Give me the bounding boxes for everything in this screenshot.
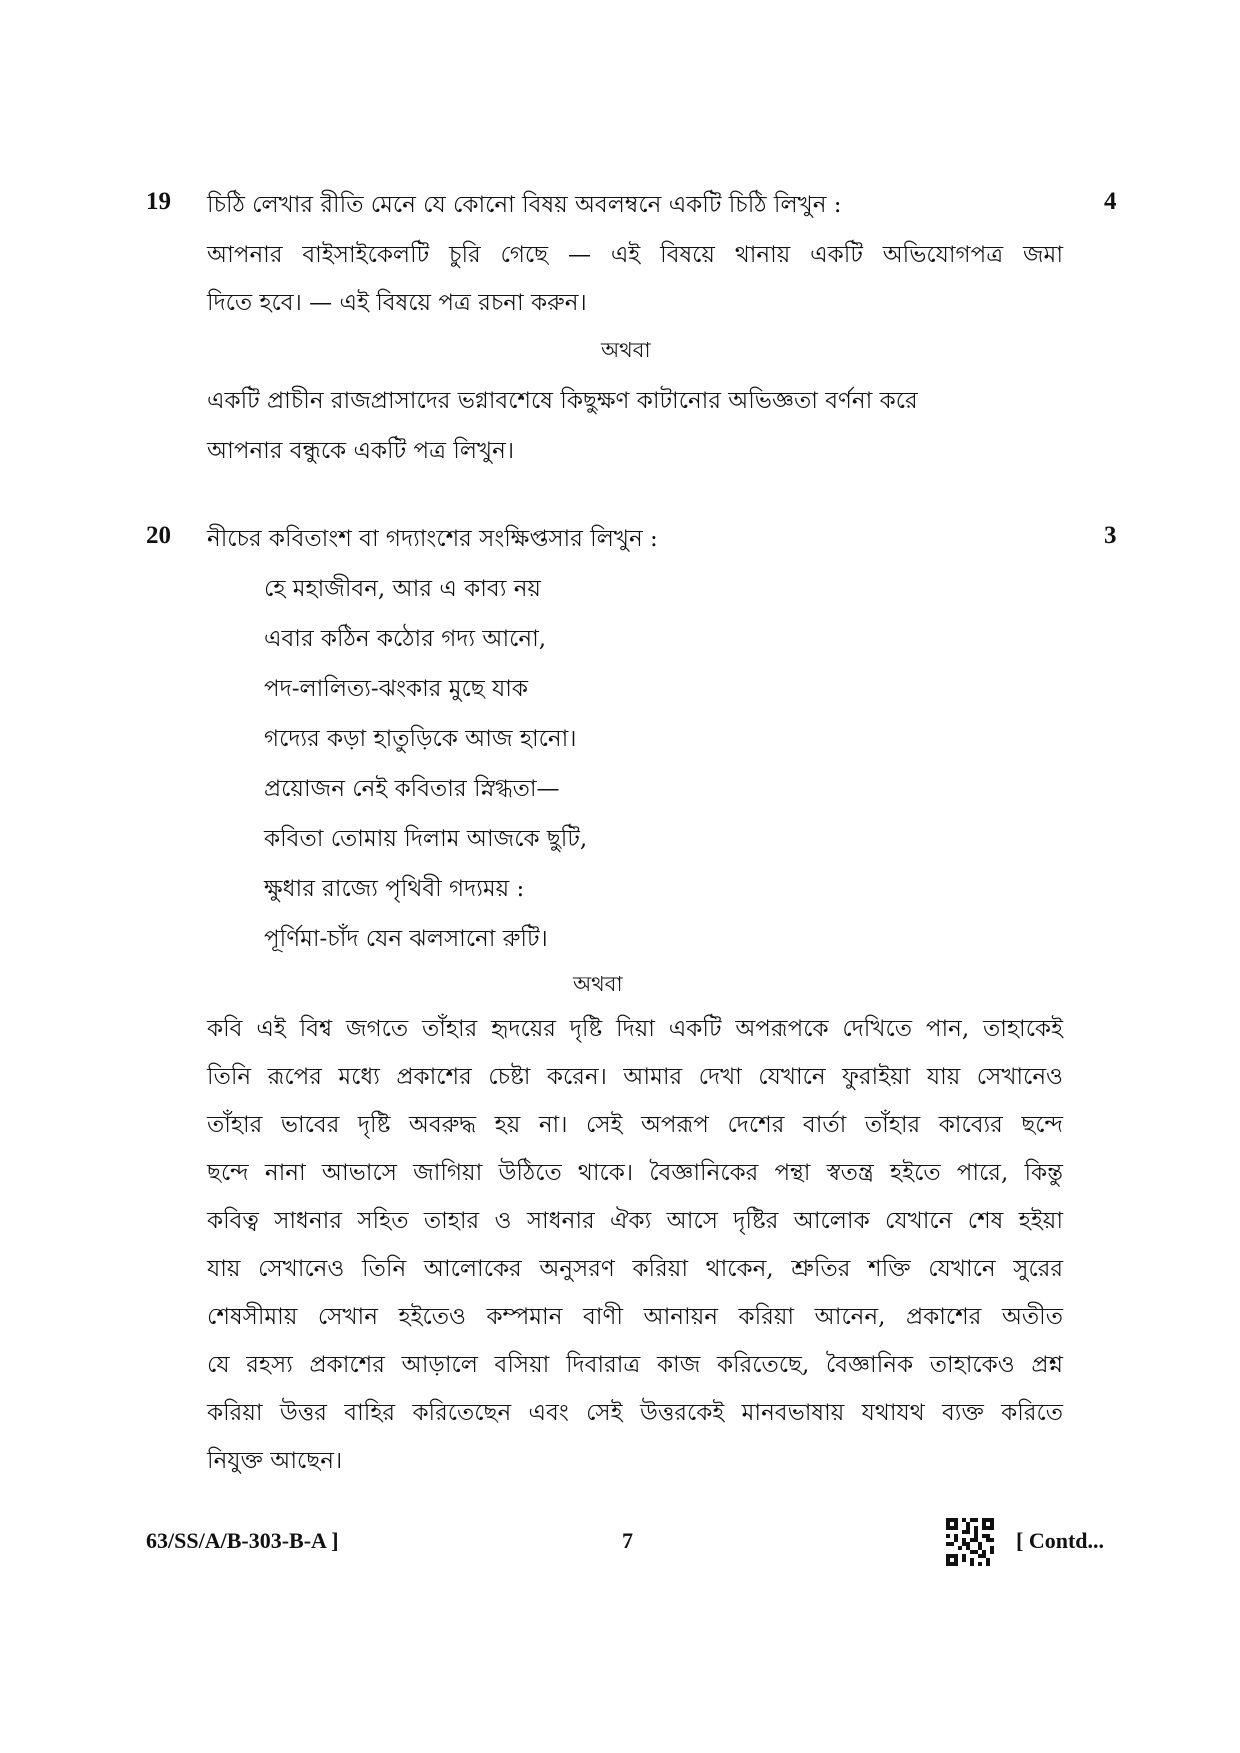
qr-code-icon: [946, 1518, 994, 1566]
question-19-option2-line: একটি প্রাচীন রাজপ্রাসাদের ভগ্নাবশেষে কিছুক্ষণ কাটানোর অভিজ্ঞতা বর্ণনা করে: [207, 388, 918, 414]
question-19-instruction: চিঠি লেখার রীতি মেনে যে কোনো বিষয় অবলম্বনে একটি চিঠি লিখুন :: [207, 192, 842, 218]
poem-line: হে মহাজীবন, আর এ কাব্য নয়: [264, 576, 541, 602]
prose-line: তাঁহার ভাবের দৃষ্টি অবরুদ্ধ হয় না। সেই অপরূপ দেশের বার্তা তাঁহার কাব্যের ছন্দে: [207, 1112, 1063, 1138]
poem-line: এবার কঠিন কঠোর গদ্য আনো,: [264, 626, 547, 652]
poem-line: ক্ষুধার রাজ্যে পৃথিবী গদ্যময় :: [264, 876, 525, 902]
question-19-option1-line: দিতে হবে। — এই বিষয়ে পত্র রচনা করুন।: [207, 290, 587, 316]
prose-line: তিনি রূপের মধ্যে প্রকাশের চেষ্টা করেন। আমার দেখা যেখানে ফুরাইয়া যায় সেখানেও: [207, 1064, 1063, 1090]
poem-line: পূর্ণিমা-চাঁদ যেন ঝলসানো রুটি।: [264, 926, 548, 952]
prose-line: যে রহস্য প্রকাশের আড়ালে বসিয়া দিবারাত্র কাজ করিতেছে, বৈজ্ঞানিক তাহাকেও প্রশ্ন: [207, 1352, 1063, 1378]
paper-code: 63/SS/A/B-303-B-A ]: [146, 1528, 339, 1553]
question-20-or-label: অথবা: [573, 972, 623, 996]
question-19-or-label: অথবা: [601, 338, 651, 362]
question-20-number: 20: [146, 522, 171, 549]
prose-line: ছন্দে নানা আভাসে জাগিয়া উঠিতে থাকে। বৈজ্ঞানিকের পন্থা স্বতন্ত্র হইতে পারে, কিন্তু: [207, 1160, 1063, 1186]
prose-line: কবিত্ব সাধনার সহিত তাহার ও সাধনার ঐক্য আসে দৃষ্টির আলোক যেখানে শেষ হইয়া: [207, 1208, 1063, 1234]
continued-label: [ Contd...: [1016, 1528, 1105, 1553]
question-19-marks: 4: [1104, 188, 1117, 215]
prose-line: নিযুক্ত আছেন।: [207, 1448, 343, 1474]
poem-line: পদ-লালিত্য-ঝংকার মুছে যাক: [264, 676, 528, 702]
question-20-marks: 3: [1104, 522, 1117, 549]
question-19-option2-line: আপনার বন্ধুকে একটি পত্র লিখুন।: [207, 438, 515, 464]
prose-line: যায় সেখানেও তিনি আলোকের অনুসরণ করিয়া থাকেন, শ্রুতির শক্তি যেখানে সুরের: [207, 1256, 1063, 1282]
poem-line: কবিতা তোমায় দিলাম আজকে ছুটি,: [264, 826, 588, 852]
question-19-number: 19: [146, 188, 171, 215]
prose-line: করিয়া উত্তর বাহির করিতেছেন এবং সেই উত্তরকেই মানবভাষায় যথাযথ ব্যক্ত করিতে: [207, 1400, 1063, 1426]
page-number: 7: [622, 1528, 633, 1553]
prose-line: শেষসীমায় সেখান হইতেও কম্পমান বাণী আনায়ন করিয়া আনেন, প্রকাশের অতীত: [207, 1304, 1063, 1330]
question-19-option1-line: আপনার বাইসাইকেলটি চুরি গেছে — এই বিষয়ে থানায় একটি অভিযোগপত্র জমা: [207, 242, 1063, 268]
question-20-instruction: নীচের কবিতাংশ বা গদ্যাংশের সংক্ষিপ্তসার লিখুন :: [207, 526, 658, 552]
prose-line: কবি এই বিশ্ব জগতে তাঁহার হৃদয়ের দৃষ্টি দিয়া একটি অপরূপকে দেখিতে পান, তাহাকেই: [207, 1016, 1063, 1042]
poem-line: প্রয়োজন নেই কবিতার স্নিগ্ধতা—: [264, 776, 560, 802]
poem-line: গদ্যের কড়া হাতুড়িকে আজ হানো।: [264, 726, 577, 752]
